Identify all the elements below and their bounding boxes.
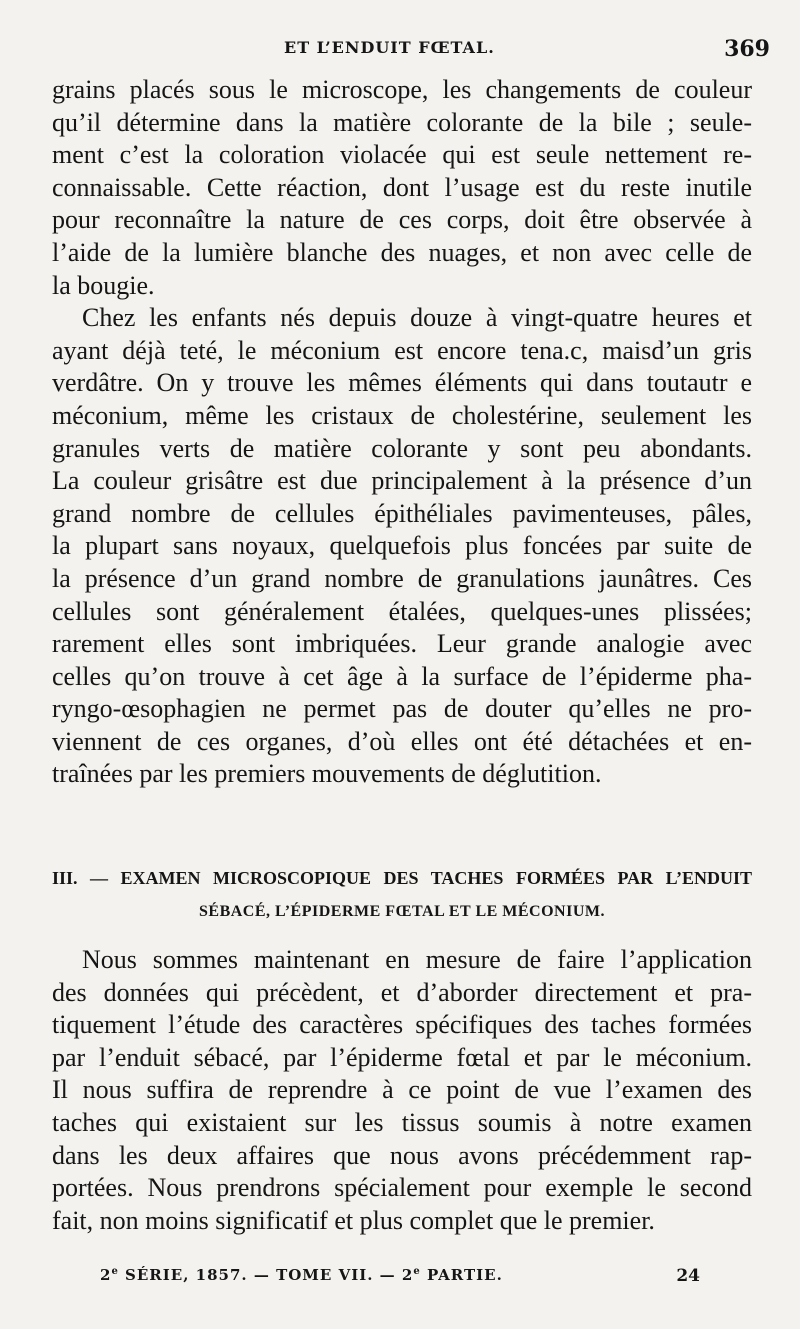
text-line: celles qu’on trouve à cet âge à la surface de l’épiderme pha- [52,661,752,691]
signature-mark: 24 [676,1266,700,1286]
page-number: 369 [724,36,770,62]
page-footer [100,1266,700,1290]
text-line: ryngo-œsophagien ne permet pas de douter qu’elles ne pro- [52,694,752,724]
body-text-top [52,74,752,791]
section-heading [52,868,752,921]
text-line: la présence d’un grand nombre de granulations jaunâtres. Ces [52,563,752,593]
text-line: grand nombre de cellules épithéliales pavimenteuses, pâles, [52,498,752,528]
text-line: pour reconnaître la nature de ces corps, doit être observée à [52,205,752,235]
section-heading-line-1: III. — EXAMEN MICROSCOPIQUE DES TACHES FORMÉES PAR L’ENDUIT [52,868,752,888]
text-line: des données qui précèdent, et d’aborder directement et pra- [52,977,752,1007]
text-line: ment c’est la coloration violacée qui est seule nettement re- [52,140,752,170]
text-line: l’aide de la lumière blanche des nuages, et non avec celle de [52,237,752,267]
text-line: qu’il détermine dans la matière colorante de la bile ; seule- [52,107,752,137]
text-line: rarement elles sont imbriquées. Leur grande analogie avec [52,629,752,659]
paragraph-3 [52,944,752,1237]
series-signature: 2e SÉRIE, 1857. — TOME VII. — 2e PARTIE. [100,1266,503,1284]
text-line: Il nous suffira de reprendre à ce point de vue l’examen des [52,1075,752,1105]
text-line: La couleur grisâtre est due principalement à la présence d’un [52,466,752,496]
text-line: fait, non moins significatif et plus complet que le premier. [52,1205,655,1235]
text-line: taches qui existaient sur les tissus soumis à notre examen [52,1107,752,1137]
text-line: viennent de ces organes, d’où elles ont été détachées et en- [52,726,752,756]
running-head: ET L’ENDUIT FŒTAL. [284,38,495,57]
page-header [48,36,770,66]
text-line: cellules sont généralement étalées, quelques-unes plissées; [52,596,752,626]
text-line: portées. Nous prendrons spécialement pour exemple le second [52,1173,752,1203]
text-line: ayant déjà teté, le méconium est encore tena͏.c, maisd’un gris [52,335,752,365]
text-line: tiquement l’étude des caractères spécifiques des taches formées [52,1010,752,1040]
text-line: Nous sommes maintenant en mesure de faire l’application [82,945,752,974]
section-heading-line-2: SÉBACÉ, L’ÉPIDERME FŒTAL ET LE MÉCONIUM. [199,903,605,920]
text-line: grains placés sous le microscope, les changements de couleur [52,75,752,104]
text-line: la plupart sans noyaux, quelquefois plus foncées par suite de [52,531,752,561]
text-line: dans les deux affaires que nous avons précédemment rap- [52,1140,752,1170]
paragraph-2 [52,302,752,791]
text-line: Chez les enfants nés depuis douze à vingt-quatre heures et [82,303,752,333]
text-line: méconium, même les cristaux de cholestérine, seulement les [52,400,752,430]
text-line: granules verts de matière colorante y sont peu abondants. [52,433,752,463]
text-line: connaissable. Cette réaction, dont l’usage est du reste inutile [52,172,752,202]
paragraph-1 [52,74,752,302]
text-line: traînées par les premiers mouvements de déglutition. [52,759,602,789]
text-line: la bougie. [52,270,155,300]
text-line: verdâtre. On y trouve les mêmes éléments qui dans toutautr e [52,368,752,398]
text-line: par l’enduit sébacé, par l’épiderme fœtal et par le méconium. [52,1042,752,1072]
